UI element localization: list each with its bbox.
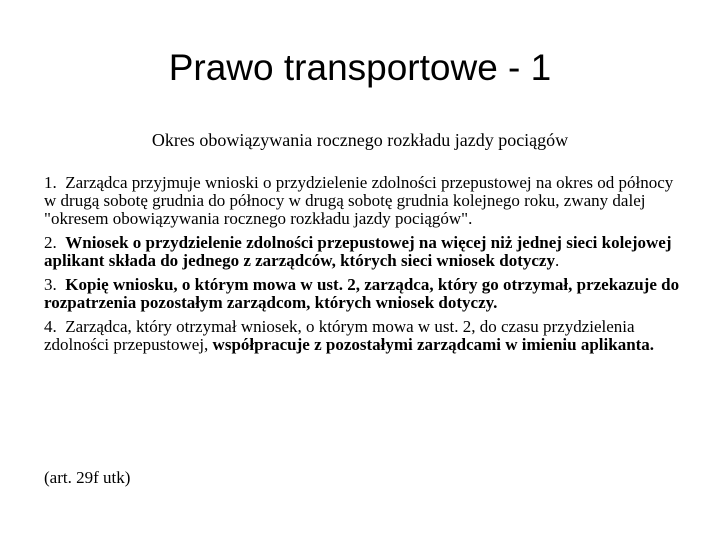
provision-item-2 bbox=[44, 234, 680, 270]
provision-item-1 bbox=[44, 174, 680, 228]
provision-text: Zarządca, który otrzymał wniosek, o którym mowa w ust. 2, do czasu przydzielenia zdolności przepustowej, bbox=[44, 317, 635, 354]
provision-text: Zarządca przyjmuje wnioski o przydzielenie zdolności przepustowej na okres od północy w drugą sobotę grudnia do północy w drugą sobotę grudnia kolejnego roku, zwany dalej "okresem obowiązywania rocznego rozkładu jazdy pociągów". bbox=[44, 173, 674, 228]
provision-number: 2. bbox=[44, 233, 57, 252]
provision-item-3 bbox=[44, 276, 680, 312]
legal-reference: (art. 29f utk) bbox=[44, 468, 131, 487]
provision-number: 4. bbox=[44, 317, 57, 336]
slide-title: Prawo transportowe - 1 bbox=[168, 47, 552, 88]
provision-bold-text: Wniosek o przydzielenie zdolności przepustowej na więcej niż jednej sieci kolejowej aplikant składa do jednego z zarządców, których sieci wniosek dotyczy bbox=[44, 233, 672, 270]
provision-item-4 bbox=[44, 318, 680, 354]
provisions-list bbox=[44, 174, 680, 360]
provision-bold-text: współpracuje z pozostałymi zarządcami w imieniu aplikanta. bbox=[212, 335, 655, 354]
provision-number: 1. bbox=[44, 173, 57, 192]
provision-bold-text: Kopię wniosku, o którym mowa w ust. 2, zarządca, który go otrzymał, przekazuje do rozpatrzenia pozostałym zarządcom, których wniosek dotyczy. bbox=[44, 275, 680, 312]
provision-text-tail: . bbox=[554, 251, 560, 270]
provision-number: 3. bbox=[44, 275, 57, 294]
slide-subtitle: Okres obowiązywania rocznego rozkładu jazdy pociągów bbox=[151, 130, 569, 150]
